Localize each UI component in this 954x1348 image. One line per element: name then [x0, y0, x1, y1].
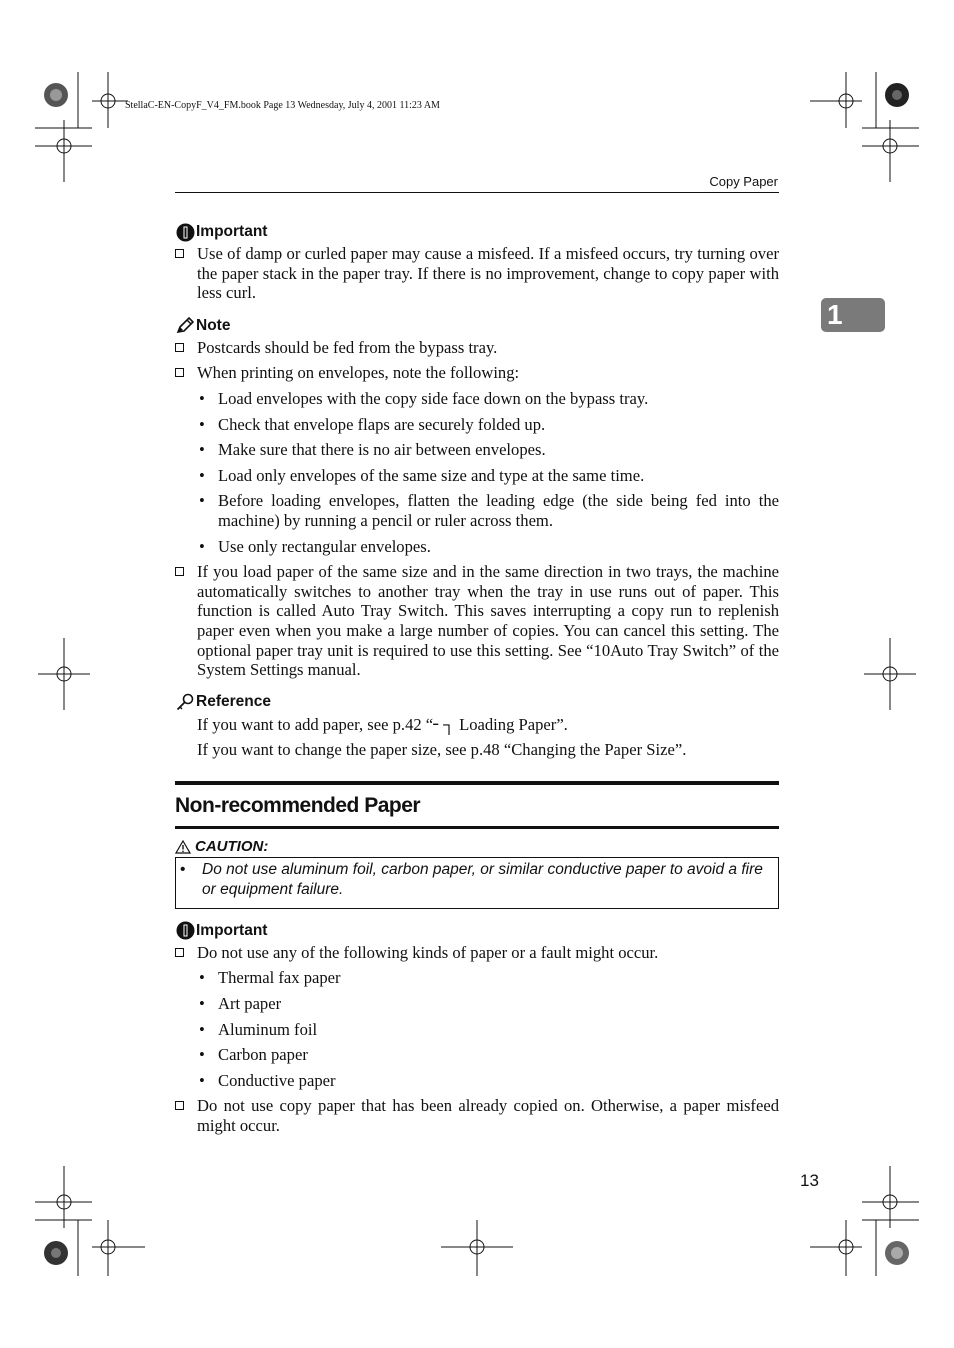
print-info-line: StellaC-EN-CopyF_V4_FM.book Page 13 Wednesday, July 4, 2001 11:23 AM: [125, 100, 440, 111]
caution-box: • Do not use aluminum foil, carbon paper, or similar conductive paper to avoid a fire or equipment failure.: [175, 857, 779, 909]
chapter-tab: 1: [821, 298, 885, 332]
bullet-item: • Before loading envelopes, flatten the leading edge (the side being fed into the machine) by running a pencil or ruler across them.: [199, 491, 779, 530]
bullet-item: • Use only rectangular envelopes.: [199, 536, 431, 556]
bullet-item: • Load envelopes with the copy side face down on the bypass tray.: [199, 388, 649, 408]
page-content: [175, 222, 779, 1136]
list-item: Do not use any of the following kinds of paper or a fault might occur.: [175, 943, 779, 963]
bullet-item: • Aluminum foil: [199, 1019, 318, 1039]
reference-label: Reference: [196, 692, 271, 710]
note-heading: [175, 316, 779, 336]
page-number: 13: [800, 1171, 819, 1190]
reference-link-loading-paper[interactable]: If you want to add paper, see p.42 “╴┐ Loading Paper”.: [197, 714, 568, 734]
important-label: Important: [196, 223, 268, 241]
reference-link-paper-size[interactable]: If you want to change the paper size, see p.48 “Changing the Paper Size”.: [197, 740, 687, 760]
checkbox-bullet-icon: [175, 567, 184, 576]
reference-heading: [175, 692, 779, 712]
checkbox-bullet-icon: [175, 1101, 184, 1110]
note-label: Note: [196, 316, 231, 334]
bullet-item: • Thermal fax paper: [199, 968, 341, 988]
warning-triangle-icon: [175, 840, 195, 854]
list-item: When printing on envelopes, note the following:: [175, 363, 779, 383]
checkbox-bullet-icon: [175, 249, 184, 258]
caution-text: Do not use aluminum foil, carbon paper, or similar conductive paper to avoid a fire or equipment failure.: [202, 860, 763, 898]
magnifier-key-icon: [175, 692, 195, 712]
important-heading: [175, 222, 779, 242]
important-heading: [175, 921, 779, 941]
important-icon: [175, 222, 195, 242]
list-item: If you load paper of the same size and in the same direction in two trays, the machine automatically switches to another tray when the tray in use runs out of paper. This function is called Auto Tray Switch. This saves interrupting a copy run to replenish paper even when you make a large number of copies. You can cancel this setting. The optional paper tray unit is required to use this setting. See “10Auto Tray Switch” of the System Settings manual.: [175, 562, 779, 680]
checkbox-bullet-icon: [175, 343, 184, 352]
list-item: Postcards should be fed from the bypass tray.: [175, 338, 779, 358]
bullet-item: • Art paper: [199, 994, 282, 1014]
bullet-item: • Check that envelope flaps are securely folded up.: [199, 414, 546, 434]
cross-reference-icon: ╴┐: [433, 714, 455, 734]
header-rule: [175, 192, 779, 193]
bullet-item: • Conductive paper: [199, 1070, 336, 1090]
caution-label: CAUTION:: [195, 838, 269, 856]
list-item: Use of damp or curled paper may cause a misfeed. If a misfeed occurs, try turning over the paper stack in the paper tray. If there is no improvement, change to copy paper with less curl.: [175, 244, 779, 303]
bullet-item: • Carbon paper: [199, 1045, 308, 1065]
checkbox-bullet-icon: [175, 948, 184, 957]
important-label: Important: [196, 922, 268, 940]
running-head: Copy Paper: [709, 174, 778, 189]
section-heading: [175, 781, 779, 829]
bullet-item: • Load only envelopes of the same size and type at the same time.: [199, 465, 645, 485]
checkbox-bullet-icon: [175, 368, 184, 377]
bullet-item: • Make sure that there is no air between envelopes.: [199, 440, 546, 460]
list-item: Do not use copy paper that has been already copied on. Otherwise, a paper misfeed might occur.: [175, 1096, 779, 1135]
pencil-icon: [175, 316, 195, 336]
section-title: Non-recommended Paper: [175, 793, 421, 817]
important-icon: [175, 921, 195, 941]
caution-heading: [175, 838, 779, 856]
